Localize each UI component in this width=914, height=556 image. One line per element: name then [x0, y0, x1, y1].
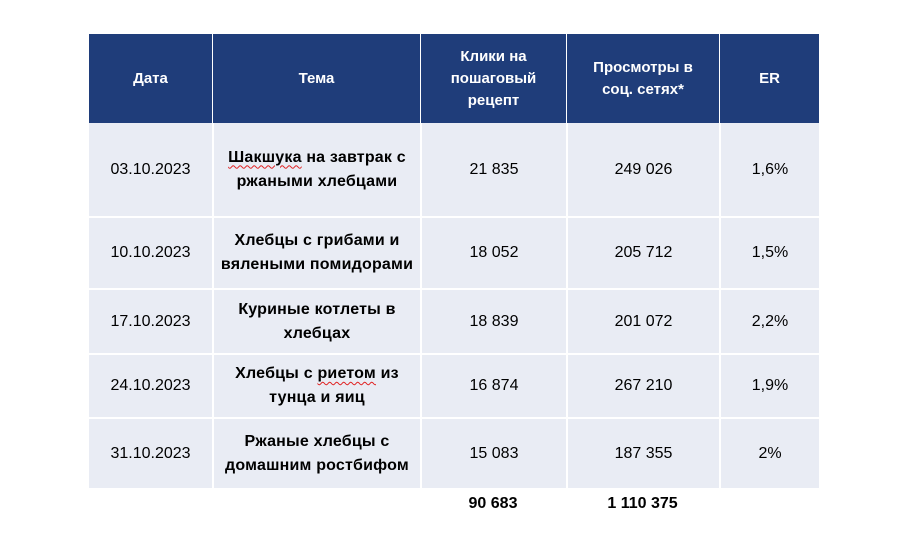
- cell-date: 31.10.2023: [89, 417, 212, 488]
- topic-text: из: [375, 365, 399, 382]
- header-clicks: [420, 34, 566, 123]
- header-clicks-line1: Клики на: [460, 47, 527, 65]
- table-row: [89, 288, 819, 353]
- topic-text: ржаными хлебцами: [236, 172, 398, 190]
- cell-clicks: 16 874: [420, 353, 566, 417]
- header-er: [719, 34, 819, 123]
- cell-date: 17.10.2023: [89, 288, 212, 353]
- cell-views: 249 026: [566, 123, 719, 216]
- cell-date: 10.10.2023: [89, 216, 212, 288]
- totals-clicks: 90 683: [420, 488, 566, 520]
- topic-spellcheck-word: риетом: [317, 365, 376, 382]
- table-row: [89, 353, 819, 417]
- cell-topic: [212, 353, 420, 417]
- cell-er: 1,9%: [719, 353, 819, 417]
- cell-date: 03.10.2023: [89, 123, 212, 216]
- topic-text: Куриные котлеты в: [238, 300, 396, 318]
- header-er-label: ER: [759, 69, 780, 87]
- cell-topic: [212, 216, 420, 288]
- cell-topic: [212, 123, 420, 216]
- table-row: [89, 417, 819, 488]
- header-views: [566, 34, 719, 123]
- header-topic-label: Тема: [298, 69, 335, 87]
- cell-topic: [212, 417, 420, 488]
- cell-clicks: 15 083: [420, 417, 566, 488]
- header-row: [89, 34, 819, 123]
- cell-views: 205 712: [566, 216, 719, 288]
- cell-er: 1,5%: [719, 216, 819, 288]
- header-topic: [212, 34, 420, 123]
- totals-empty-er: [719, 488, 819, 520]
- cell-views: 201 072: [566, 288, 719, 353]
- topic-text: Хлебцы с: [235, 365, 318, 382]
- stats-table: [89, 34, 819, 520]
- topic-text: вялеными помидорами: [220, 256, 414, 273]
- header-clicks-line3: рецепт: [467, 91, 520, 109]
- totals-row: [89, 488, 819, 520]
- cell-views: 267 210: [566, 353, 719, 417]
- cell-views: 187 355: [566, 417, 719, 488]
- header-views-line2: соц. сетях*: [602, 80, 684, 98]
- header-date-label: Дата: [133, 69, 168, 87]
- topic-text: тунца и яиц: [269, 389, 365, 406]
- totals-views: 1 110 375: [566, 488, 719, 520]
- totals-empty-topic: [212, 488, 420, 520]
- cell-clicks: 21 835: [420, 123, 566, 216]
- header-clicks-line2: пошаговый: [450, 69, 537, 87]
- cell-er: 2,2%: [719, 288, 819, 353]
- topic-text: домашним ростбифом: [225, 456, 409, 474]
- cell-clicks: 18 052: [420, 216, 566, 288]
- topic-text: на завтрак с: [301, 148, 406, 166]
- topic-text: Хлебцы с грибами и: [234, 232, 400, 249]
- header-date: [89, 34, 212, 123]
- topic-text: Ржаные хлебцы с: [244, 432, 390, 450]
- cell-date: 24.10.2023: [89, 353, 212, 417]
- table-row: [89, 216, 819, 288]
- header-views-line1: Просмотры в: [593, 58, 693, 76]
- cell-clicks: 18 839: [420, 288, 566, 353]
- cell-er: 1,6%: [719, 123, 819, 216]
- table-row: [89, 123, 819, 216]
- cell-er: 2%: [719, 417, 819, 488]
- topic-text: хлебцах: [283, 324, 351, 342]
- totals-empty-date: [89, 488, 212, 520]
- cell-topic: [212, 288, 420, 353]
- topic-spellcheck-word: Шакшука: [228, 148, 302, 166]
